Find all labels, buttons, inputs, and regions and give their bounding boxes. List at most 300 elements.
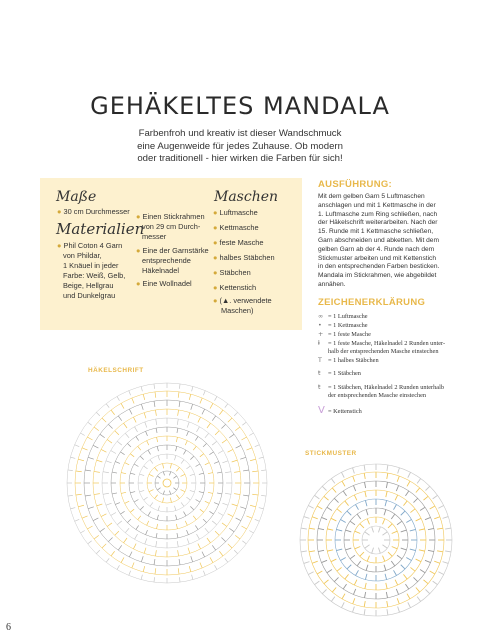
embroidery-stitch <box>317 506 322 509</box>
stitch-symbol <box>133 544 136 549</box>
stitch-symbol <box>111 513 116 516</box>
embroidery-stitch <box>417 479 421 484</box>
stitch-symbol <box>138 446 141 450</box>
embroidery-stitch <box>331 518 336 521</box>
ausfuehrung-line: 1. Luftmasche zum Ring schließen, nach <box>318 210 438 218</box>
stitch-symbol <box>157 446 158 451</box>
stitch-symbol <box>106 461 112 463</box>
legend-row <box>318 384 444 392</box>
stitch-symbol <box>225 558 228 562</box>
stitch-symbol <box>85 470 91 471</box>
stitch-symbol <box>214 462 219 464</box>
maschen-note-text: (▲. verwendete <box>219 296 272 305</box>
stitch-symbol <box>208 492 213 493</box>
stitch-symbol <box>243 495 249 496</box>
stitch-symbol <box>85 495 91 496</box>
stitch-symbol <box>198 417 201 422</box>
embroidery-stitch <box>401 548 407 550</box>
ausfuehrung-line: annähen. <box>318 280 346 288</box>
embroidery-stitch <box>364 482 365 488</box>
stitch-symbol <box>129 391 131 396</box>
maschen-item <box>213 238 264 248</box>
embroidery-stitch <box>385 574 387 580</box>
embroidery-stitch <box>406 558 411 561</box>
tool-line: messer <box>142 232 167 241</box>
stitch-symbol <box>120 511 124 514</box>
stitch-symbol <box>75 519 80 521</box>
stitch-symbol <box>157 524 158 529</box>
stitch-symbol <box>191 404 193 410</box>
slip-stitch-icon: • <box>318 322 322 329</box>
legend-text: = 1 Kettmasche <box>328 322 368 329</box>
stitch-symbol <box>205 501 210 503</box>
stitch-symbol <box>130 454 134 457</box>
embroidery-stitch <box>346 530 352 532</box>
stitch-symbol <box>173 476 176 478</box>
embroidery-stitch <box>355 547 361 549</box>
embroidery-stitch <box>413 577 417 581</box>
stitch-symbol <box>155 467 158 471</box>
tool-line: entsprechende <box>142 256 191 265</box>
stitch-symbol <box>249 531 253 534</box>
stitch-symbol <box>132 398 134 404</box>
embroidery-stitch <box>405 584 408 589</box>
page-title: GEHÄKELTES MANDALA <box>90 92 390 120</box>
stitch-symbol <box>106 558 109 562</box>
stitch-symbol <box>195 436 198 440</box>
stitch-symbol <box>88 422 92 425</box>
embroidery-stitch <box>419 550 425 551</box>
embroidery-stitch <box>386 583 387 589</box>
embroidery-stitch <box>433 495 438 499</box>
stitch-symbol <box>179 559 180 565</box>
stitch-symbol <box>141 404 143 410</box>
embroidery-stitch <box>419 529 425 530</box>
embroidery-stitch <box>321 517 327 519</box>
stitch-symbol <box>212 441 217 445</box>
embroidery-stitch <box>386 482 387 488</box>
stitch-symbol <box>155 568 156 574</box>
stitch-symbol <box>200 398 202 404</box>
stitch-symbol <box>174 506 176 511</box>
stitch-symbol <box>232 460 238 462</box>
ausfuehrung-line: Mit dem gelben Garn 5 Luftmaschen <box>318 193 425 200</box>
embroidery-stitch <box>397 598 399 604</box>
embroidery-stitch <box>433 581 438 585</box>
stitch-symbol <box>210 403 213 408</box>
stitch-symbol <box>235 535 240 539</box>
stitch-symbol <box>111 551 115 556</box>
legend-text: = 1 feste Masche <box>328 331 371 338</box>
embroidery-stitch <box>336 529 342 531</box>
ausfuehrung-line: in den entsprechenden Farben besticken. <box>318 263 440 271</box>
stitch-symbol <box>82 516 88 518</box>
embroidery-stitch <box>315 495 320 499</box>
stitch-symbol <box>97 504 103 506</box>
stitch-symbol <box>125 528 129 533</box>
embroidery-stitch <box>398 607 400 613</box>
bullet-icon: ● <box>213 208 220 217</box>
embroidery-stitch <box>410 567 415 571</box>
embroidery-stitch <box>341 472 344 477</box>
stitch-symbol <box>135 427 138 432</box>
stitch-symbol <box>139 474 144 476</box>
embroidery-stitch <box>301 528 307 529</box>
stitch-symbol <box>76 471 82 472</box>
bullet-icon: ● <box>213 238 220 247</box>
maschen-item <box>213 223 259 233</box>
embroidery-stitch <box>367 519 369 525</box>
stitch-symbol <box>121 492 126 493</box>
stitch-symbol <box>87 526 92 529</box>
embroidery-stitch <box>315 581 320 585</box>
embroidery-stitch <box>312 517 318 519</box>
stitch-symbol <box>147 441 149 446</box>
stitch-symbol <box>234 494 240 495</box>
stitch-symbol <box>134 464 138 467</box>
stitch-symbol <box>181 460 184 464</box>
stitch-symbol <box>225 472 231 473</box>
masse-item <box>57 207 130 217</box>
stitch-symbol <box>190 506 194 510</box>
embroidery-stitch <box>356 570 359 575</box>
stitch-symbol <box>241 437 246 440</box>
embroidery-stitch <box>434 517 440 519</box>
stitch-symbol <box>177 533 178 538</box>
stitch-symbol <box>135 534 138 539</box>
stitch-symbol <box>173 488 176 490</box>
stitch-symbol <box>136 436 139 440</box>
stitch-symbol <box>188 548 190 554</box>
stitch-symbol <box>155 410 156 416</box>
stitch-symbol <box>259 508 264 509</box>
stitch-symbol <box>138 516 141 520</box>
embroidery-stitch <box>327 550 333 551</box>
stitch-symbol <box>169 472 170 476</box>
embroidery-stitch <box>360 524 364 528</box>
embroidery-stitch <box>403 501 407 506</box>
stitch-symbol <box>150 502 153 506</box>
embroidery-stitch <box>397 521 402 525</box>
stitch-symbol <box>158 506 160 511</box>
embroidery-stitch <box>413 498 417 502</box>
stitch-symbol <box>187 530 189 535</box>
embroidery-stitch <box>405 491 408 496</box>
embroidery-stitch <box>345 501 349 506</box>
embroidery-stitch <box>388 524 392 528</box>
stitch-symbol <box>193 516 196 520</box>
maschen-item-text: Kettenstich <box>219 283 257 292</box>
embroidery-stitch <box>425 517 431 519</box>
stitch-symbol <box>225 493 231 494</box>
legend-row <box>318 340 445 348</box>
legend-row <box>318 322 368 330</box>
embroidery-stitch <box>403 574 407 579</box>
bullet-icon: ● <box>57 241 64 250</box>
stitch-symbol <box>255 445 260 447</box>
stitch-symbol <box>192 386 193 391</box>
stitch-symbol <box>187 422 189 428</box>
embroidery-stitch <box>324 580 329 584</box>
embroidery-stitch <box>367 556 369 562</box>
stitch-symbol <box>121 557 124 562</box>
stitch-symbol <box>146 530 148 535</box>
embroidery-stitch <box>417 597 421 602</box>
embroidery-stitch <box>387 601 388 607</box>
embroidery-stitch <box>364 592 365 598</box>
legend-text: = 1 halbes Stäbchen <box>328 357 379 364</box>
stitch-symbol <box>115 531 119 535</box>
stitch-symbol <box>190 456 194 460</box>
stitch-symbol <box>101 449 106 452</box>
stitch-symbol <box>100 528 105 532</box>
ausfuehrung-line: anschlagen und mit 1 Kettmasche in der <box>318 201 436 209</box>
stitch-symbol <box>240 507 246 509</box>
stitch-symbol <box>222 523 227 527</box>
stitch-symbol <box>215 565 218 569</box>
legend-row <box>318 407 362 416</box>
stitch-symbol <box>191 556 193 562</box>
bullet-icon: ● <box>136 246 143 255</box>
embroidery-stitch <box>395 495 398 500</box>
embroidery-stitch <box>353 607 355 613</box>
embroidery-stitch <box>327 569 332 572</box>
stitch-symbol <box>124 538 128 543</box>
embroidery-stitch <box>357 514 361 519</box>
stitch-symbol <box>106 404 109 408</box>
stitch-symbol <box>157 488 160 490</box>
stitch-symbol <box>102 418 106 422</box>
stitch-symbol <box>150 460 153 464</box>
embroidery-stitch <box>420 569 425 572</box>
embroidery-stitch <box>397 555 402 559</box>
stitch-symbol <box>107 440 112 444</box>
embroidery-stitch <box>410 549 416 551</box>
tool-line: Einen Stickrahmen <box>142 212 205 221</box>
stitch-symbol <box>155 550 156 556</box>
bullet-icon: ● <box>213 296 220 305</box>
stitch-symbol <box>222 440 227 444</box>
stitch-symbol <box>210 557 213 562</box>
stitch-symbol <box>197 534 200 539</box>
stitch-symbol <box>144 413 146 419</box>
embroidery-stitch <box>386 592 387 598</box>
embroidery-stitch <box>398 468 400 474</box>
stitch-symbol <box>259 457 264 458</box>
tool-line: von 29 cm Durch- <box>142 222 201 231</box>
stitch-symbol <box>197 427 200 432</box>
tool-item <box>136 246 216 276</box>
stitch-symbol <box>115 431 119 435</box>
stitch-symbol <box>252 471 258 472</box>
stitch-symbol <box>212 545 216 550</box>
embroidery-stitch <box>327 529 333 530</box>
stitch-symbol <box>118 545 122 550</box>
stitch-symbol <box>236 445 241 448</box>
spike-double-icon: ŧ <box>318 384 321 391</box>
embroidery-stitch <box>332 488 336 493</box>
stitch-symbol <box>205 528 209 533</box>
embroidery-stitch <box>396 589 398 595</box>
stitch-symbol <box>221 537 225 541</box>
ausfuehrung-line: Garn abschneiden und abketten. Mit dem <box>318 236 439 244</box>
chart-ring <box>138 454 196 512</box>
stitch-symbol <box>246 516 252 518</box>
embroidery-stitch <box>425 589 429 593</box>
stitch-symbol <box>117 441 122 445</box>
stitch-symbol <box>199 473 204 474</box>
stitch-symbol <box>163 464 164 469</box>
stitch-symbol <box>87 437 92 440</box>
embroidery-stitch <box>416 518 421 521</box>
embroidery-stitch <box>416 587 420 592</box>
stitch-symbol <box>133 417 136 422</box>
stitch-symbol <box>139 490 144 492</box>
embroidery-stitch <box>360 552 364 556</box>
stitch-symbol <box>186 497 190 500</box>
stitch-symbol <box>203 571 205 576</box>
embroidery-stitch <box>383 556 385 562</box>
stitch-symbol <box>179 401 180 407</box>
stitch-symbol <box>143 566 145 572</box>
stitch-symbol <box>217 472 222 473</box>
bullet-icon: ● <box>213 283 220 292</box>
embroidery-stitch <box>337 509 342 513</box>
embroidery-stitch <box>438 505 443 508</box>
materialien-line: von Phildar, <box>63 251 102 260</box>
stitch-symbol <box>70 508 75 509</box>
stitch-symbol <box>209 452 213 455</box>
embroidery-stitch <box>342 481 345 486</box>
stitch-symbol <box>181 474 186 476</box>
embroidery-stitch <box>428 528 434 529</box>
stitch-symbol <box>187 538 189 544</box>
stitch-symbol <box>214 503 219 505</box>
embroidery-stitch <box>308 572 313 575</box>
stitch-symbol <box>121 473 126 474</box>
stitch-symbol <box>102 544 106 548</box>
stitch-symbol <box>130 473 135 474</box>
double-crochet-icon: ŧ <box>318 370 321 377</box>
stitch-symbol <box>88 541 92 544</box>
stitch-symbol <box>199 492 204 493</box>
embroidery-stitch <box>382 532 387 536</box>
embroidery-stitch <box>353 468 355 474</box>
embroidery-stitch <box>350 555 355 559</box>
tool-item <box>136 279 216 289</box>
embroidery-stitch <box>396 485 398 491</box>
chain-stitch-icon: ∞ <box>318 313 324 320</box>
embroidery-stitch <box>321 560 327 562</box>
bullet-icon: ● <box>213 253 220 262</box>
stitch-symbol <box>250 505 256 507</box>
stitch-symbol <box>68 495 73 496</box>
stitch-symbol <box>163 491 164 495</box>
stitch-symbol <box>125 501 130 503</box>
stitch-symbol <box>242 422 246 425</box>
single-crochet-icon: + <box>318 331 324 338</box>
stitch-symbol <box>202 552 205 557</box>
embroidery-stitch <box>331 559 336 562</box>
embroidery-stitch <box>331 597 335 602</box>
embroidery-stitch <box>312 561 318 563</box>
embroidery-stitch <box>410 509 415 513</box>
stitch-symbol <box>115 462 120 464</box>
stitch-symbol <box>144 548 146 554</box>
chart-ring <box>120 436 214 530</box>
stitch-symbol <box>228 418 232 422</box>
stitch-symbol <box>149 474 154 476</box>
masse-item-text: 30 cm Durchmesser <box>63 207 130 216</box>
embroidery-stitch <box>416 559 421 562</box>
stitch-symbol <box>229 434 234 438</box>
ausfuehrung-line: Mandala im Stickrahmen, wie abgebildet <box>318 272 437 280</box>
stitch-symbol <box>140 506 144 510</box>
embroidery-stitch <box>443 517 449 519</box>
embroidery-stitch <box>365 583 366 589</box>
embroidery-stitch <box>408 602 411 607</box>
stitch-symbol <box>234 550 238 554</box>
materialien-line: Beige, Hellgrau <box>63 281 114 290</box>
stitch-symbol <box>141 556 143 562</box>
stitch-symbol <box>127 519 131 523</box>
stitch-symbol <box>140 456 144 460</box>
stitch-symbol <box>228 544 232 548</box>
stitch-symbol <box>232 504 238 506</box>
stitch-symbol <box>96 412 100 416</box>
stitch-symbol <box>185 521 187 526</box>
stitch-symbol <box>189 566 191 572</box>
embroidery-stitch <box>385 500 387 506</box>
embroidery-stitch <box>327 507 332 510</box>
maschen-heading: Maschen <box>214 189 279 205</box>
stitch-symbol <box>78 459 84 461</box>
stitch-symbol <box>134 500 138 503</box>
haekelschrift-label: HÄKELSCHRIFT <box>88 367 144 374</box>
stitch-symbol <box>129 409 132 414</box>
stitch-symbol <box>203 391 205 396</box>
stitch-symbol <box>97 460 103 462</box>
embroidery-stitch <box>445 551 451 552</box>
stitch-symbol <box>255 519 260 521</box>
embroidery-stitch <box>401 565 405 569</box>
stitch-symbol <box>178 410 179 416</box>
embroidery-stitch <box>318 528 324 529</box>
tool-line: Eine der Garnstärke <box>142 246 209 255</box>
maschen-item-text: Stäbchen <box>219 268 251 277</box>
stitch-symbol <box>143 394 145 400</box>
stitch-symbol <box>177 541 178 547</box>
stitch-symbol <box>189 394 191 400</box>
stitch-symbol <box>176 446 177 451</box>
stitch-symbol <box>94 535 99 539</box>
stitch-symbol <box>155 392 156 398</box>
maschen-note <box>213 296 272 316</box>
legende-heading: ZEICHENERKLÄRUNG <box>318 297 426 308</box>
embroidery-stitch <box>308 505 313 508</box>
embroidery-stitch <box>391 514 395 519</box>
embroidery-stitch <box>364 601 365 607</box>
half-double-icon: T <box>318 357 322 364</box>
bullet-icon: ● <box>57 207 64 216</box>
stitch-symbol <box>156 533 157 538</box>
intro-line: oder traditionell - hier wirken die Farben für sich! <box>137 153 343 164</box>
maschen-item-text: Kettmasche <box>219 223 259 232</box>
maschen-item <box>213 253 275 263</box>
stitch-symbol <box>229 528 234 532</box>
intro-line: Farbenfroh und kreativ ist dieser Wandschmuck <box>138 128 342 139</box>
bullet-icon: ● <box>136 279 143 288</box>
